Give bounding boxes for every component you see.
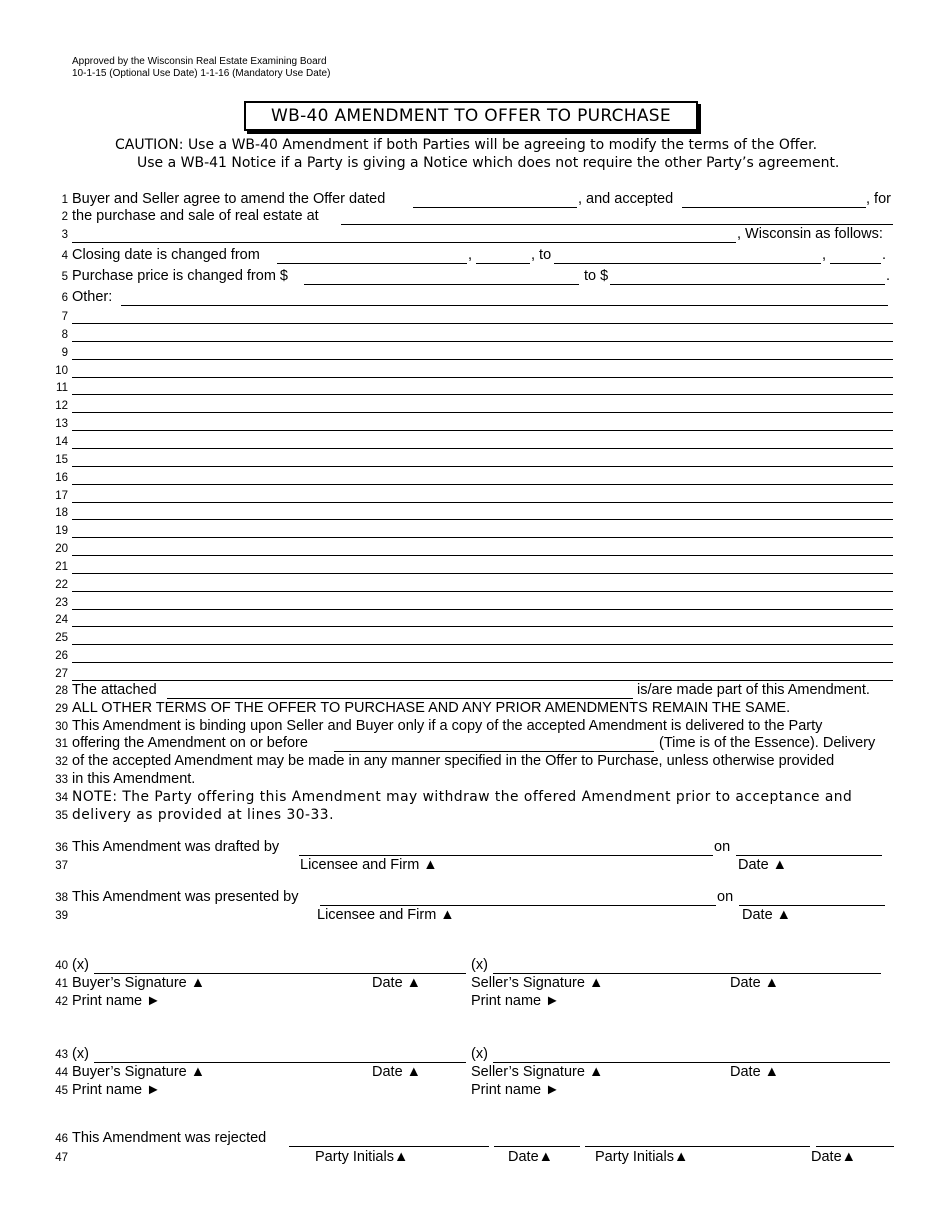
line-number: 33 xyxy=(55,774,68,786)
closing-year-to-field[interactable] xyxy=(830,263,881,264)
drafted-by-label: This Amendment was drafted by xyxy=(72,839,280,855)
line29-text: ALL OTHER TERMS OF THE OFFER TO PURCHASE AND ANY PRIOR AMENDMENTS REMAIN THE SAME. xyxy=(72,700,791,716)
blank-line[interactable] xyxy=(72,502,893,503)
line-number: 21 xyxy=(55,561,68,573)
blank-line[interactable] xyxy=(72,359,893,360)
presented-by-field[interactable] xyxy=(320,905,716,906)
drafted-on-label: on xyxy=(714,839,731,855)
line-number: 19 xyxy=(55,525,68,537)
line-number: 30 xyxy=(55,721,68,733)
line-number: 11 xyxy=(56,382,68,394)
presented-on-label: on xyxy=(717,889,734,905)
line-number: 17 xyxy=(55,490,68,502)
rejected-date-1-label: Date▲ xyxy=(508,1149,553,1165)
blank-line[interactable] xyxy=(72,573,893,574)
line-number: 8 xyxy=(61,329,68,341)
blank-line[interactable] xyxy=(72,377,893,378)
line-number: 9 xyxy=(61,347,68,359)
line-number: 15 xyxy=(55,454,68,466)
blank-line[interactable] xyxy=(72,323,893,324)
blank-line[interactable] xyxy=(72,448,893,449)
line5-text-a: Purchase price is changed from $ xyxy=(72,268,288,284)
seller2-x: (x) xyxy=(471,1046,488,1062)
closing-year-from-field[interactable] xyxy=(476,263,530,264)
line-number: 5 xyxy=(61,271,68,283)
line-number: 47 xyxy=(55,1152,68,1164)
blank-line[interactable] xyxy=(72,680,893,681)
price-to-field[interactable] xyxy=(610,284,885,285)
line-number: 20 xyxy=(55,543,68,555)
blank-line[interactable] xyxy=(72,466,893,467)
blank-line[interactable] xyxy=(72,430,893,431)
line31-text-a: offering the Amendment on or before xyxy=(72,735,308,751)
line35-note: delivery as provided at lines 30-33. xyxy=(72,807,334,823)
line-number: 44 xyxy=(55,1067,68,1079)
presented-date-field[interactable] xyxy=(739,905,885,906)
blank-line[interactable] xyxy=(72,644,893,645)
line-number: 13 xyxy=(55,418,68,430)
caution-line-2: Use a WB-41 Notice if a Party is giving a Notice which does not require the other Party’s agreement. xyxy=(137,155,840,171)
blank-line[interactable] xyxy=(72,341,893,342)
line-number: 25 xyxy=(55,632,68,644)
closing-date-from-field[interactable] xyxy=(277,263,467,264)
form-title: WB-40 AMENDMENT TO OFFER TO PURCHASE xyxy=(244,101,698,131)
blank-line[interactable] xyxy=(72,591,893,592)
buyer1-x: (x) xyxy=(72,957,89,973)
buyer2-print-name: Print name ► xyxy=(72,1082,161,1098)
price-from-field[interactable] xyxy=(304,284,579,285)
line-number: 1 xyxy=(61,194,68,206)
seller1-signature-field[interactable] xyxy=(493,973,881,974)
line-number: 10 xyxy=(55,365,68,377)
line-number: 27 xyxy=(55,668,68,680)
blank-line[interactable] xyxy=(72,484,893,485)
closing-date-to-field[interactable] xyxy=(554,263,821,264)
buyer2-signature-field[interactable] xyxy=(94,1062,466,1063)
delivery-deadline-field[interactable] xyxy=(334,751,654,752)
rejected-initials-2-field[interactable] xyxy=(585,1146,810,1147)
rejected-date-2-label: Date▲ xyxy=(811,1149,856,1165)
buyer1-date-label: Date ▲ xyxy=(372,975,422,991)
rejected-label: This Amendment was rejected xyxy=(72,1130,267,1146)
buyer1-print-name: Print name ► xyxy=(72,993,161,1009)
drafted-date-label: Date ▲ xyxy=(738,857,788,873)
line32-text: of the accepted Amendment may be made in any manner specified in the Offer to Purchase, unless otherwise provided xyxy=(72,753,835,769)
line3-text: , Wisconsin as follows: xyxy=(737,226,883,242)
property-address-field-2[interactable] xyxy=(72,242,736,243)
blank-line[interactable] xyxy=(72,537,893,538)
rejected-initials-1-label: Party Initials▲ xyxy=(315,1149,409,1165)
line1-text-a: Buyer and Seller agree to amend the Offer dated xyxy=(72,191,386,207)
line-number: 45 xyxy=(55,1085,68,1097)
approval-line-2: 10-1-15 (Optional Use Date) 1-1-16 (Mandatory Use Date) xyxy=(72,68,331,79)
presented-by-label: This Amendment was presented by xyxy=(72,889,299,905)
offer-date-field[interactable] xyxy=(413,207,577,208)
seller1-print-name: Print name ► xyxy=(471,993,560,1009)
approval-line-1: Approved by the Wisconsin Real Estate Examining Board xyxy=(72,56,327,67)
line4-period: . xyxy=(882,247,887,263)
buyer2-x: (x) xyxy=(72,1046,89,1062)
other-field[interactable] xyxy=(121,305,888,306)
seller1-x: (x) xyxy=(471,957,488,973)
line5-text-b: to $ xyxy=(584,268,609,284)
line-number: 39 xyxy=(55,910,68,922)
buyer1-signature-label: Buyer’s Signature ▲ xyxy=(72,975,206,991)
line-number: 3 xyxy=(61,229,68,241)
rejected-initials-1-field[interactable] xyxy=(289,1146,489,1147)
line-number: 4 xyxy=(61,250,68,262)
blank-line[interactable] xyxy=(72,412,893,413)
line28-text-b: is/are made part of this Amendment. xyxy=(637,682,870,698)
line30-text: This Amendment is binding upon Seller and Buyer only if a copy of the accepted Amendment is delivered to the Party xyxy=(72,718,823,734)
presented-date-label: Date ▲ xyxy=(742,907,792,923)
buyer2-date-label: Date ▲ xyxy=(372,1064,422,1080)
drafted-date-field[interactable] xyxy=(736,855,882,856)
line-number: 38 xyxy=(55,892,68,904)
line-number: 2 xyxy=(61,211,68,223)
line1-text-c: , for xyxy=(866,191,891,207)
seller1-date-label: Date ▲ xyxy=(730,975,780,991)
line-number: 40 xyxy=(55,960,68,972)
attached-documents-field[interactable] xyxy=(167,698,633,699)
drafted-licensee-label: Licensee and Firm ▲ xyxy=(300,857,438,873)
line-number: 36 xyxy=(55,842,68,854)
blank-line[interactable] xyxy=(72,519,893,520)
line-number: 28 xyxy=(55,685,68,697)
line-number: 35 xyxy=(55,810,68,822)
line-number: 41 xyxy=(55,978,68,990)
line-number: 29 xyxy=(55,703,68,715)
caution-line-1: CAUTION: Use a WB-40 Amendment if both Parties will be agreeing to modify the terms of the Offer. xyxy=(115,137,818,153)
line-number: 18 xyxy=(55,507,68,519)
line-number: 23 xyxy=(55,597,68,609)
line28-text-a: The attached xyxy=(72,682,157,698)
line-number: 26 xyxy=(55,650,68,662)
seller2-signature-field[interactable] xyxy=(493,1062,890,1063)
property-address-field[interactable] xyxy=(341,224,893,225)
line-number: 43 xyxy=(55,1049,68,1061)
rejected-date-2-field[interactable] xyxy=(816,1146,894,1147)
line2-text: the purchase and sale of real estate at xyxy=(72,208,319,224)
rejected-initials-2-label: Party Initials▲ xyxy=(595,1149,689,1165)
blank-line[interactable] xyxy=(72,626,893,627)
line34-note: NOTE: The Party offering this Amendment may withdraw the offered Amendment prior to acceptance and xyxy=(72,789,853,805)
blank-line[interactable] xyxy=(72,662,893,663)
blank-line[interactable] xyxy=(72,609,893,610)
line-number: 46 xyxy=(55,1133,68,1145)
line1-text-b: , and accepted xyxy=(578,191,674,207)
buyer1-signature-field[interactable] xyxy=(94,973,466,974)
drafted-by-field[interactable] xyxy=(299,855,713,856)
line5-period: . xyxy=(886,268,891,284)
rejected-date-1-field[interactable] xyxy=(494,1146,580,1147)
line-number: 32 xyxy=(55,756,68,768)
line-number: 14 xyxy=(55,436,68,448)
presented-licensee-label: Licensee and Firm ▲ xyxy=(317,907,455,923)
line-number: 31 xyxy=(55,738,68,750)
line-number: 24 xyxy=(55,614,68,626)
seller2-date-label: Date ▲ xyxy=(730,1064,780,1080)
line31-text-b: (Time is of the Essence). Delivery xyxy=(659,735,876,751)
line6-text: Other: xyxy=(72,289,113,305)
blank-line[interactable] xyxy=(72,394,893,395)
line-number: 7 xyxy=(61,311,68,323)
line33-text: in this Amendment. xyxy=(72,771,196,787)
line4-text-to: , to xyxy=(531,247,552,263)
seller1-signature-label: Seller’s Signature ▲ xyxy=(471,975,604,991)
line4-text-a: Closing date is changed from xyxy=(72,247,260,263)
line-number: 37 xyxy=(55,860,68,872)
buyer2-signature-label: Buyer’s Signature ▲ xyxy=(72,1064,206,1080)
line-number: 34 xyxy=(55,792,68,804)
line-number: 16 xyxy=(55,472,68,484)
line4-comma-2: , xyxy=(822,247,827,263)
accepted-date-field[interactable] xyxy=(682,207,866,208)
seller2-signature-label: Seller’s Signature ▲ xyxy=(471,1064,604,1080)
line-number: 6 xyxy=(61,292,68,304)
line-number: 42 xyxy=(55,996,68,1008)
seller2-print-name: Print name ► xyxy=(471,1082,560,1098)
line4-comma-1: , xyxy=(468,247,473,263)
line-number: 12 xyxy=(55,400,68,412)
line-number: 22 xyxy=(55,579,68,591)
blank-line[interactable] xyxy=(72,555,893,556)
